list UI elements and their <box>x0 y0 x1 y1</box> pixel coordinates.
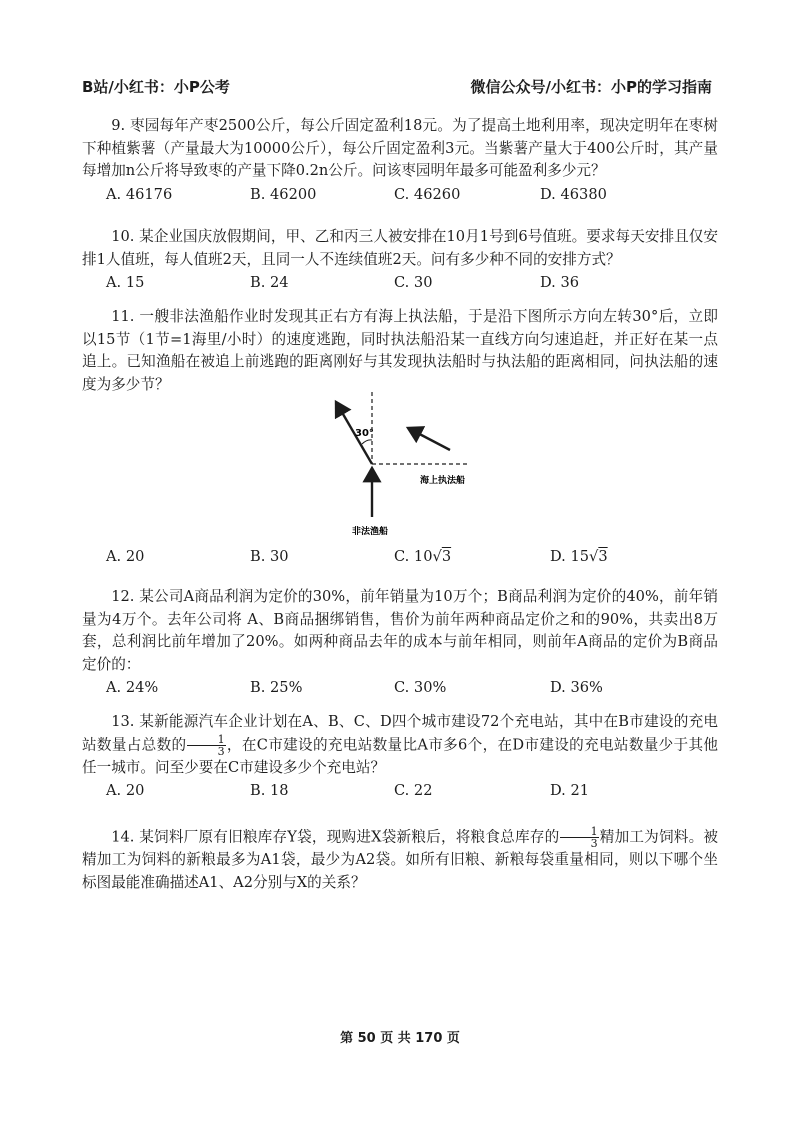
question-10 <box>82 226 718 294</box>
option-a: A. 46176 <box>106 185 173 203</box>
fishing-ship-label: 非法渔船 <box>352 527 389 537</box>
fraction-one-third: $\frac{1}{3}$ <box>560 826 598 849</box>
option-a: A. 20 <box>106 782 145 799</box>
question-13-text: 13. 某新能源汽车企业计划在A、B、C、D四个城市建设72个充电站，其中在B市建设的充电站数量占总数的 $\frac{1}{3}$ ，在C市建设的充电站数量比A市多6个，在D市建设的充电站数量少于其他任一城市。问至少要在C市建设多少个充电站？ <box>82 713 718 776</box>
header-right-text: 微信公众号/小红书：小P的学习指南 <box>470 78 712 96</box>
question-9-options <box>82 184 718 206</box>
option-d: D. 46380 <box>540 185 607 203</box>
question-11-options <box>82 546 718 568</box>
option-d: D. 15√3 <box>550 548 608 565</box>
question-12 <box>82 586 718 699</box>
angle-label: 30° <box>355 428 374 439</box>
header-left-text: B站/小红书：小P公考 <box>82 78 230 96</box>
option-c: C. 30% <box>394 679 447 696</box>
option-b: B. 30 <box>250 548 289 565</box>
option-a: A. 15 <box>106 274 145 291</box>
option-b: B. 25% <box>250 679 303 696</box>
option-a: A. 20 <box>106 548 145 565</box>
option-c: C. 22 <box>394 782 433 799</box>
option-d: D. 36 <box>540 274 580 291</box>
option-a: A. 24% <box>106 679 159 696</box>
question-9 <box>82 115 718 206</box>
law-ship-direction-arrow <box>408 428 450 450</box>
option-b: B. 46200 <box>250 185 317 203</box>
page-footer: 第 50 页 共 170 页 <box>340 1031 460 1046</box>
question-10-options <box>82 272 718 294</box>
question-11-options-wrap <box>82 545 718 568</box>
question-9-text: 9. 枣园每年产枣2500公斤，每公斤固定盈利18元。为了提高土地利用率，现决定明年在枣树下种植紫薯（产量最大为10000公斤），每公斤固定盈利3元。当紫薯产量大于400公斤时，其产量每增加n公斤将导致枣的产量下降0.2n公斤。问该枣园明年最多可能盈利多少元？ <box>82 117 718 179</box>
fraction-one-third: $\frac{1}{3}$ <box>187 734 225 757</box>
question-13 <box>82 711 718 802</box>
question-12-options <box>82 677 718 699</box>
option-c: C. 46260 <box>394 185 461 203</box>
law-ship-label: 海上执法船 <box>420 476 466 486</box>
chase-diagram <box>310 382 530 542</box>
question-14-text: 14. 某饲料厂原有旧粮库存Y袋，现购进X袋新粮后，将粮食总库存的 $\frac{1}{3}$ 精加工为饲料。被精加工为饲料的新粮最多为A1袋，最少为A2袋。如所有旧粮、新粮每袋重量相同，则以下哪个坐标图最能准确描述A1、A2分别与X的关系？ <box>82 825 718 891</box>
option-b: B. 24 <box>250 274 289 291</box>
option-d: D. 36% <box>550 679 603 696</box>
question-14 <box>82 826 718 894</box>
option-d: D. 21 <box>550 782 590 799</box>
question-12-text: 12. 某公司A商品利润为定价的30%，前年销量为10万个；B商品利润为定价的40%，前年销量为4万个。去年公司将 A、B商品捆绑销售，售价为前年两种商品定价之和的90%，共卖出8万套，总利润比前年增加了20%。如两种商品去年的成本与前年相同，则前年A商品的定价为B商品定价的： <box>82 588 718 673</box>
option-c: C. 10√3 <box>394 548 452 565</box>
question-10-text: 10. 某企业国庆放假期间，甲、乙和丙三人被安排在10月1号到6号值班。要求每天安排且仅安排1人值班，每人值班2天，且同一人不连续值班2天。问有多少种不同的安排方式？ <box>82 228 718 268</box>
option-c: C. 30 <box>394 274 433 291</box>
question-13-options <box>82 780 718 802</box>
question-11-text: 11. 一艘非法渔船作业时发现其正右方有海上执法船，于是沿下图所示方向左转30°后，立即以15节（1节=1海里/小时）的速度逃跑，同时执法船沿某一直线方向匀速追赶，并正好在某一点追上。已知渔船在被追上前逃跑的距离刚好与其发现执法船时与执法船的距离相同，问执法船的速度为多少节？ <box>82 308 718 393</box>
option-b: B. 18 <box>250 782 289 799</box>
